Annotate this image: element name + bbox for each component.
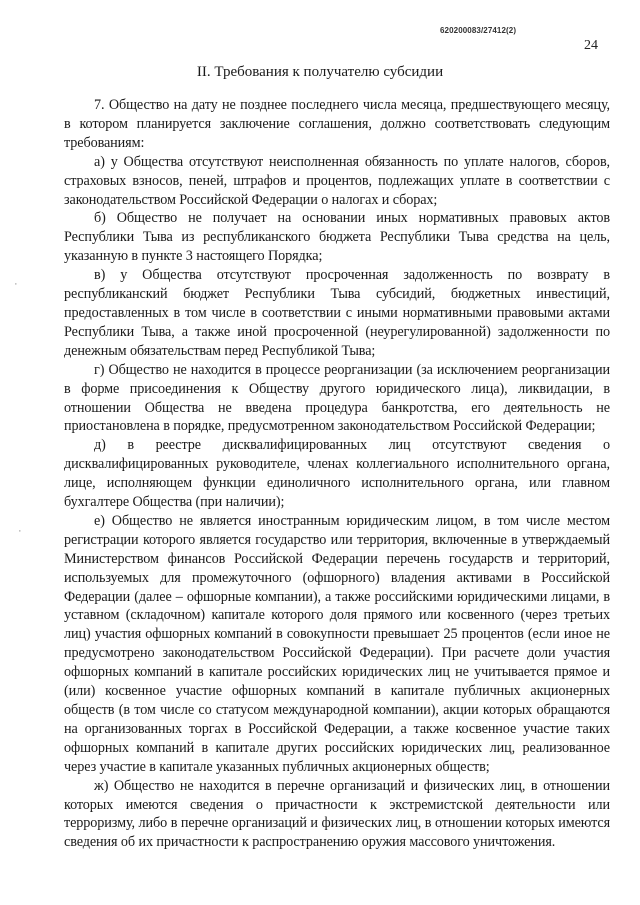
paragraph-g: г) Общество не находится в процессе реорганизации (за исключением реорганизации в форме присоединения к Обществу другого юридического лица), ликвидации, в отношении Общества не введена процедура банкротства, его деятельность не приостановлена в порядке, предусмотренном законодательством Российской Федерации; [64, 361, 610, 435]
paragraph-7: 7. Общество на дату не позднее последнего числа месяца, предшествующего месяцу, в котором планируется заключение соглашения, должно соответствовать следующим требованиям: [64, 97, 610, 151]
section-title: II. Требования к получателю субсидии [196, 64, 444, 80]
scan-margin-mark: · [18, 525, 22, 537]
paragraph-a: а) у Общества отсутствуют неисполненная обязанность по уплате налогов, сборов, страховых взносов, пеней, штрафов и процентов, подлежащих уплате в соответствии с законодательством Российской Федерации о налогах и сборах; [64, 153, 610, 208]
document-body [64, 96, 610, 852]
paragraph-e: е) Общество не является иностранным юридическим лицом, в том числе местом регистрации которого является государство или территория, включенные в утверждаемый Министерством финансов Российской Федерации перечень государств и территорий, используемых для промежуточного (офшорного) владения активами в Российской Федерации (далее – офшорные компании), а также российскими юридическими лицами, в уставном (складочном) капитале которого доля прямого или косвенного (через третьих лиц) участия офшорных компаний в совокупности превышает 25 процентов (если иное не предусмотрено законодательством Российской Федерации). При расчете доли участия офшорных компаний в капитале российских юридических лиц не учитывается прямое и (или) косвенное участие офшорных компаний в капитале публичных акционерных обществ (в том числе со статусом международной компании), акции которых обращаются на организованных торгах в Российской Федерации, а также косвенное участие таких офшорных компаний в капитале других российских юридических лиц, реализованное через участие в капитале указанных публичных акционерных обществ; [64, 512, 610, 775]
page-number: 24 [584, 38, 598, 53]
scan-margin-mark: · [14, 278, 18, 290]
paragraph-v: в) у Общества отсутствуют просроченная задолженность по возврату в республиканский бюджет Республики Тыва субсидий, бюджетных инвестиций, предоставленных в том числе в соответствии с иными нормативными правовыми актами Республики Тыва, а также иной просроченной (неурегулированной) задолженности по денежным обязательствам перед Республикой Тыва; [64, 267, 610, 359]
paragraph-b: б) Общество не получает на основании иных нормативных правовых актов Республики Тыва из республиканского бюджета Республики Тыва средства на цель, указанную в пункте 3 настоящего Порядка; [64, 210, 610, 265]
paragraph-zh: ж) Общество не находится в перечне организаций и физических лиц, в отношении которых имеются сведения о причастности к экстремистской деятельности или терроризму, либо в перечне организаций и физических лиц, в отношении которых имеются сведения об их причастности к распространению оружия массового уничтожения. [64, 777, 610, 851]
document-id: 620200083/27412(2) [440, 26, 517, 35]
paragraph-d: д) в реестре дисквалифицированных лиц отсутствуют сведения о дисквалифицированных руководителе, членах коллегиального исполнительного органа, лице, исполняющем функции единоличного исполнительного органа, или главном бухгалтере Общества (при наличии); [64, 437, 610, 511]
